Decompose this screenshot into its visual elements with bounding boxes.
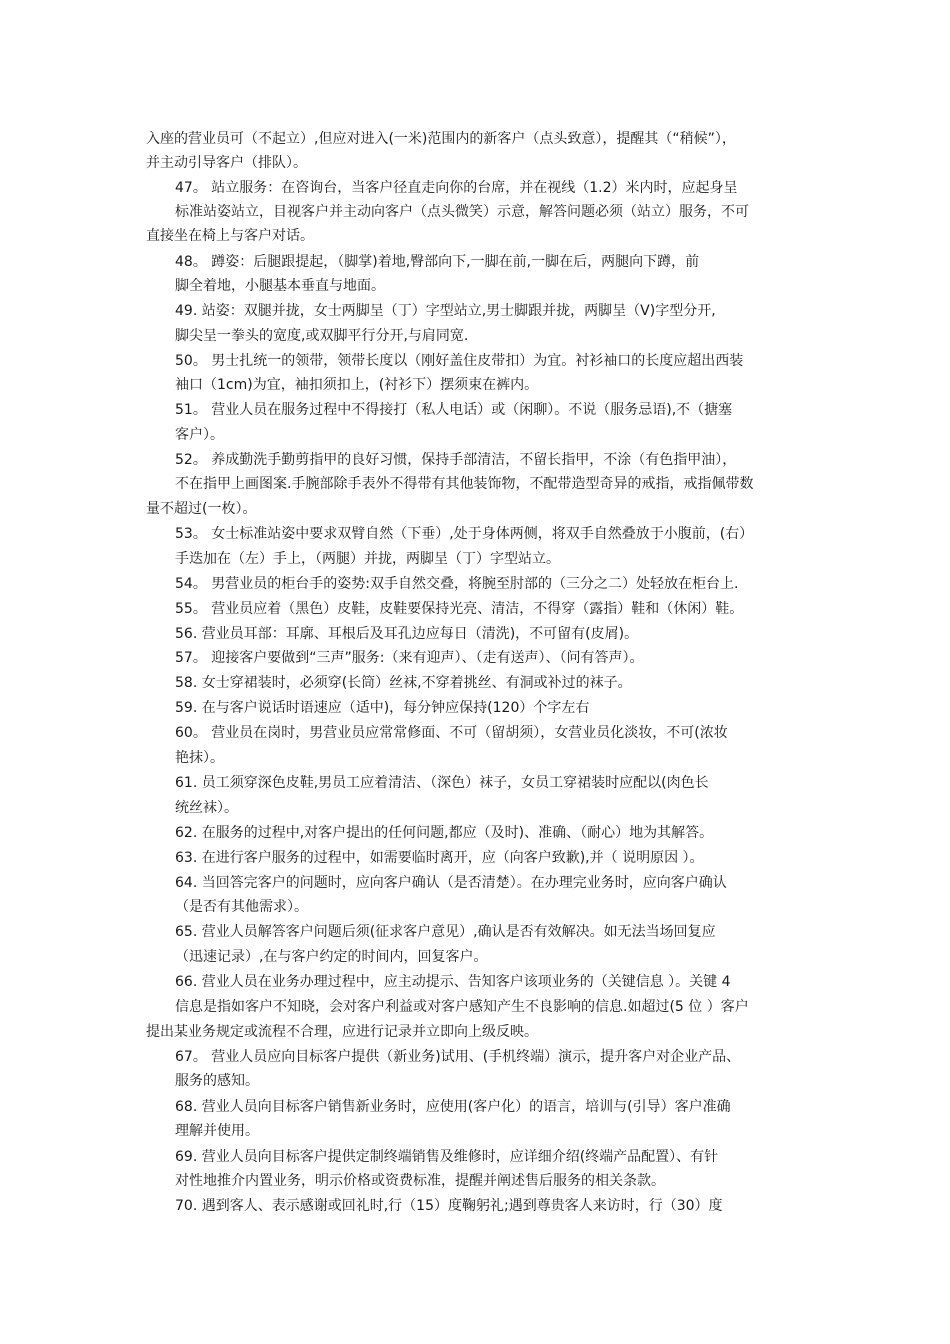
text-line: 标准站姿站立，目视客户并主动向客户（点头微笑）示意，解答问题必须（站立）服务，不可	[175, 204, 749, 220]
text-line: 55。 营业员应着（黑色）皮鞋，皮鞋要保持光亮、清洁，不得穿（露指）鞋和（休闲）鞋。	[175, 601, 744, 617]
text-line: 手迭加在（左）手上，（两腿）并拢，两脚呈（丁）字型站立。	[175, 551, 560, 567]
text-line: 47。 站立服务：在咨询台，当客户径直走向你的台席，并在视线（1.2）米内时，应起身呈	[175, 180, 738, 196]
text-line: 提出某业务规定或流程不合理，应进行记录并立即向上级反映。	[146, 1024, 538, 1040]
text-line: 信息是指如客户不知晓，会对客户利益或对客户感知产生不良影响的信息.如超过(5 位 ）客户	[175, 999, 749, 1015]
text-line: 脚尖呈一拳头的宽度,或双脚平行分开,与肩同宽.	[175, 328, 469, 344]
text-line: 艳抹）。	[175, 750, 224, 766]
text-line: 50。 男士扎统一的领带，领带长度以（刚好盖住皮带扣）为宜。衬衫袖口的长度应超出西装	[175, 353, 744, 369]
text-line: （是否有其他需求）。	[175, 899, 308, 915]
text-line: 理解并使用。	[175, 1123, 259, 1139]
text-line: 53。 女士标准站姿中要求双臂自然（下垂）,处于身体两侧，将双手自然叠放于小腹前，(右）	[175, 526, 754, 542]
text-line: 51。 营业人员在服务过程中不得接打（私人电话）或（闲聊）。不说（服务忌语),不（搪塞	[175, 402, 733, 418]
text-line: 60。 营业员在岗时，男营业员应常常修面、不可（留胡须），女营业员化淡妆，不可(浓妆	[175, 725, 728, 741]
text-line: 66. 营业人员在业务办理过程中，应主动提示、告知客户该项业务的（关键信息 ）。关键 4	[175, 974, 731, 990]
text-line: 63. 在进行客户服务的过程中，如需要临时离开，应（向客户致歉),并（ 说明原因 ）。	[175, 850, 704, 866]
text-line: 49. 站姿：双腿并拢，女士两脚呈（丁）字型站立,男士脚跟并拢，两脚呈（V)字型分开,	[175, 303, 716, 319]
text-line: 服务的感知。	[175, 1073, 259, 1089]
text-line: 48。 蹲姿：后腿跟提起，（脚掌)着地,臀部向下,一脚在前,一脚在后，两腿向下蹲，前	[175, 254, 700, 270]
text-line: 脚全着地，小腿基本垂直与地面。	[175, 278, 385, 294]
text-line: 入座的营业员可（不起立）,但应对进入(一米)范围内的新客户（点头致意），提醒其（“稍候”），	[146, 131, 736, 147]
text-line: 52。 养成勤洗手勤剪指甲的良好习惯，保持手部清洁，不留长指甲，不涂（有色指甲油），	[175, 452, 737, 468]
text-line: 量不超过(一枚）。	[146, 501, 257, 517]
text-line: 袖口（1cm)为宜，袖扣须扣上，(衬衫下）摆须束在裤内。	[175, 377, 539, 393]
text-line: 直接坐在椅上与客户对话。	[146, 228, 314, 244]
text-line: 70. 遇到客人、表示感谢或回礼时,行（15）度鞠躬礼;遇到尊贵客人来访时，行（30）度	[175, 1198, 723, 1214]
text-line: 54。 男营业员的柜台手的姿势:双手自然交叠，将腕至肘部的（三分之二）处轻放在柜台上.	[175, 576, 739, 592]
text-line: 68. 营业人员向目标客户销售新业务时，应使用(客户化）的语言，培训与(引导）客户准确	[175, 1099, 731, 1115]
text-line: 并主动引导客户（排队）。	[146, 155, 307, 171]
text-line: 62. 在服务的过程中,对客户提出的任何问题,都应（及时)、准确、（耐心）地为其解答。	[175, 825, 714, 841]
text-line: 57。 迎接客户要做到“三声”服务:（来有迎声）、（走有送声）、（问有答声）。	[175, 650, 644, 666]
text-line: 统丝袜）。	[175, 800, 238, 816]
text-line: （迅速记录）,在与客户约定的时间内，回复客户。	[175, 949, 488, 965]
text-line: 67。 营业人员应向目标客户提供（新业务)试用、(手机终端）演示，提升客户对企业产品、	[175, 1049, 741, 1065]
text-line: 61. 员工须穿深色皮鞋,男员工应着清洁、（深色）袜子，女员工穿裙装时应配以(肉色长	[175, 775, 709, 791]
text-line: 59. 在与客户说话时语速应（适中)，每分钟应保持(120）个字左右	[175, 700, 590, 716]
text-line: 不在指甲上画图案.手腕部除手表外不得带有其他装饰物，不配带造型奇异的戒指，戒指佩带数	[175, 476, 754, 492]
text-line: 65. 营业人员解答客户问题后须(征求客户意见）,确认是否有效解决。如无法当场回复应	[175, 924, 716, 940]
text-line: 69. 营业人员向目标客户提供定制终端销售及维修时，应详细介绍(终端产品配置）、有针	[175, 1149, 719, 1165]
text-line: 对性地推介内置业务，明示价格或资费标准，提醒并阐述售后服务的相关条款。	[175, 1173, 665, 1189]
text-line: 64. 当回答完客户的问题时，应向客户确认（是否清楚）。在办理完业务时，应向客户确认	[175, 875, 727, 891]
text-line: 客户）。	[175, 427, 224, 443]
text-line: 56. 营业员耳部：耳廓、耳根后及耳孔边应每日（清洗)，不可留有(皮屑)。	[175, 626, 639, 642]
text-line: 58. 女士穿裙装时，必须穿(长筒）丝袜,不穿着挑丝、有洞或补过的袜子。	[175, 675, 632, 691]
